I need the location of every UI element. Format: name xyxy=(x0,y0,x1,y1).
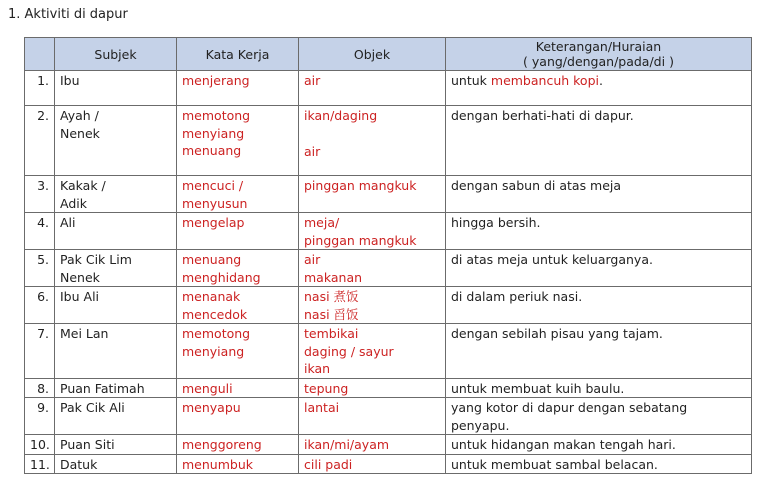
kata-kerja-text: menguli xyxy=(182,380,233,396)
objek-text: air xyxy=(304,143,321,159)
kata-kerja-cell xyxy=(177,213,299,250)
kata-kerja-cell xyxy=(177,324,299,379)
subjek-text: Adik xyxy=(60,195,87,211)
row-number: 7. xyxy=(25,324,55,379)
kata-kerja-cell xyxy=(177,176,299,213)
objek-text: nasi 舀饭 xyxy=(304,306,359,322)
kata-kerja-text: menghidang xyxy=(182,269,261,285)
objek-text: cili padi xyxy=(304,456,353,472)
keterangan-cell xyxy=(446,106,752,176)
keterangan-text: dengan sebilah pisau yang tajam. xyxy=(451,326,663,341)
objek-text: ikan/daging xyxy=(304,108,378,123)
row-number: 5. xyxy=(25,250,55,287)
keterangan-cell xyxy=(446,454,752,474)
objek-text: nasi 煮饭 xyxy=(304,289,359,304)
table-row xyxy=(25,435,752,455)
subjek-text: Ibu Ali xyxy=(60,289,100,304)
objek-cell xyxy=(299,324,446,379)
objek-cell xyxy=(299,250,446,287)
kata-kerja-text: menyiang xyxy=(182,125,245,141)
kata-kerja-cell xyxy=(177,378,299,398)
kata-kerja-text: memotong xyxy=(182,108,251,123)
table-row xyxy=(25,106,752,176)
objek-text: ikan/mi/ayam xyxy=(304,437,390,452)
keterangan-cell xyxy=(446,398,752,435)
table-row xyxy=(25,176,752,213)
objek-cell xyxy=(299,398,446,435)
objek-text: air xyxy=(304,252,321,267)
subjek-cell xyxy=(55,324,177,379)
page-heading: 1. Aktiviti di dapur xyxy=(8,7,128,22)
kata-kerja-cell xyxy=(177,71,299,106)
subjek-cell xyxy=(55,435,177,455)
subjek-text: Puan Fatimah xyxy=(60,380,145,396)
subjek-text: Pak Cik Ali xyxy=(60,400,125,415)
objek-cell xyxy=(299,71,446,106)
kata-kerja-cell xyxy=(177,435,299,455)
kata-kerja-cell xyxy=(177,454,299,474)
objek-text: tembikai xyxy=(304,326,359,341)
header-keterangan-line1: Keterangan/Huraian xyxy=(535,39,662,54)
subjek-text: Pak Cik Lim xyxy=(60,252,132,267)
table-row xyxy=(25,324,752,379)
row-number: 8. xyxy=(25,378,55,398)
kata-kerja-text: menuang xyxy=(182,252,242,267)
subjek-text: Nenek xyxy=(60,269,100,285)
subjek-cell xyxy=(55,71,177,106)
subjek-text: Datuk xyxy=(60,456,98,472)
subjek-text: Ayah / xyxy=(60,108,99,123)
row-number: 4. xyxy=(25,213,55,250)
table-row xyxy=(25,287,752,324)
kata-kerja-cell xyxy=(177,250,299,287)
kata-kerja-text: mengelap xyxy=(182,215,245,230)
kata-kerja-cell xyxy=(177,106,299,176)
kata-kerja-text: menggoreng xyxy=(182,437,262,452)
kata-kerja-text: menjerang xyxy=(182,73,250,88)
keterangan-text: untuk membuat sambal belacan. xyxy=(451,456,658,472)
objek-text: lantai xyxy=(304,400,340,415)
header-kata-kerja: Kata Kerja xyxy=(177,38,299,71)
kata-kerja-text: menumbuk xyxy=(182,456,253,472)
table-row xyxy=(25,213,752,250)
keterangan-text: yang kotor di dapur dengan sebatang xyxy=(451,400,688,415)
keterangan-cell xyxy=(446,435,752,455)
activity-table xyxy=(24,37,752,474)
keterangan-text: hingga bersih. xyxy=(451,215,541,230)
kata-kerja-text: menanak xyxy=(182,289,241,304)
subjek-cell xyxy=(55,176,177,213)
keterangan-cell xyxy=(446,71,752,106)
objek-cell xyxy=(299,213,446,250)
keterangan-text: untuk xyxy=(451,73,491,88)
keterangan-cell xyxy=(446,324,752,379)
objek-text: ikan xyxy=(304,361,331,376)
row-number: 1. xyxy=(25,71,55,106)
table-row xyxy=(25,378,752,398)
keterangan-text: dengan sabun di atas meja xyxy=(451,178,622,193)
subjek-cell xyxy=(55,250,177,287)
table-row xyxy=(25,250,752,287)
objek-cell xyxy=(299,287,446,324)
objek-text: tepung xyxy=(304,380,349,396)
keterangan-cell xyxy=(446,250,752,287)
header-objek: Objek xyxy=(299,38,446,71)
objek-cell xyxy=(299,106,446,176)
header-keterangan xyxy=(446,38,752,71)
kata-kerja-text: menuang xyxy=(182,143,242,158)
keterangan-text: di atas meja untuk keluarganya. xyxy=(451,252,653,267)
keterangan-cell xyxy=(446,287,752,324)
kata-kerja-text: menyusun xyxy=(182,195,248,211)
kata-kerja-text: mencuci / xyxy=(182,178,244,193)
objek-text: daging / sayur xyxy=(304,343,394,359)
subjek-cell xyxy=(55,287,177,324)
kata-kerja-cell xyxy=(177,398,299,435)
subjek-text: Nenek xyxy=(60,125,100,141)
keterangan-cell xyxy=(446,378,752,398)
subjek-text: Kakak / xyxy=(60,178,106,193)
table-row xyxy=(25,454,752,474)
header-no xyxy=(25,38,55,71)
objek-cell xyxy=(299,176,446,213)
kata-kerja-cell xyxy=(177,287,299,324)
subjek-text: Ali xyxy=(60,215,76,230)
objek-text: meja/ xyxy=(304,215,340,230)
objek-text: air xyxy=(304,73,321,88)
objek-text: makanan xyxy=(304,269,363,285)
table-row xyxy=(25,71,752,106)
subjek-text: Ibu xyxy=(60,73,80,88)
header-subjek: Subjek xyxy=(55,38,177,71)
subjek-text: Mei Lan xyxy=(60,326,109,341)
row-number: 2. xyxy=(25,106,55,176)
row-number: 6. xyxy=(25,287,55,324)
keterangan-highlight: membancuh kopi xyxy=(490,73,599,88)
objek-cell xyxy=(299,378,446,398)
keterangan-text: di dalam periuk nasi. xyxy=(451,289,583,304)
objek-cell xyxy=(299,454,446,474)
objek-cell xyxy=(299,435,446,455)
table-row xyxy=(25,398,752,435)
subjek-cell xyxy=(55,398,177,435)
kata-kerja-text: menyiang xyxy=(182,343,245,359)
kata-kerja-text: mencedok xyxy=(182,306,248,322)
objek-spacer xyxy=(304,125,440,143)
keterangan-text: penyapu. xyxy=(451,417,510,433)
keterangan-text: untuk hidangan makan tengah hari. xyxy=(451,437,676,452)
keterangan-text: dengan berhati-hati di dapur. xyxy=(451,108,634,123)
subjek-cell xyxy=(55,378,177,398)
row-number: 11. xyxy=(25,454,55,474)
header-keterangan-line2: ( yang/dengan/pada/di ) xyxy=(523,54,674,69)
header-row xyxy=(25,38,752,71)
row-number: 10. xyxy=(25,435,55,455)
subjek-cell xyxy=(55,106,177,176)
keterangan-cell xyxy=(446,213,752,250)
kata-kerja-text: menyapu xyxy=(182,400,241,415)
keterangan-text: untuk membuat kuih baulu. xyxy=(451,380,625,396)
keterangan-punct: . xyxy=(599,73,603,88)
kata-kerja-text: memotong xyxy=(182,326,251,341)
row-number: 9. xyxy=(25,398,55,435)
objek-text: pinggan mangkuk xyxy=(304,232,417,248)
subjek-text: Puan Siti xyxy=(60,437,115,452)
objek-text: pinggan mangkuk xyxy=(304,178,417,193)
subjek-cell xyxy=(55,213,177,250)
keterangan-cell xyxy=(446,176,752,213)
row-number: 3. xyxy=(25,176,55,213)
subjek-cell xyxy=(55,454,177,474)
